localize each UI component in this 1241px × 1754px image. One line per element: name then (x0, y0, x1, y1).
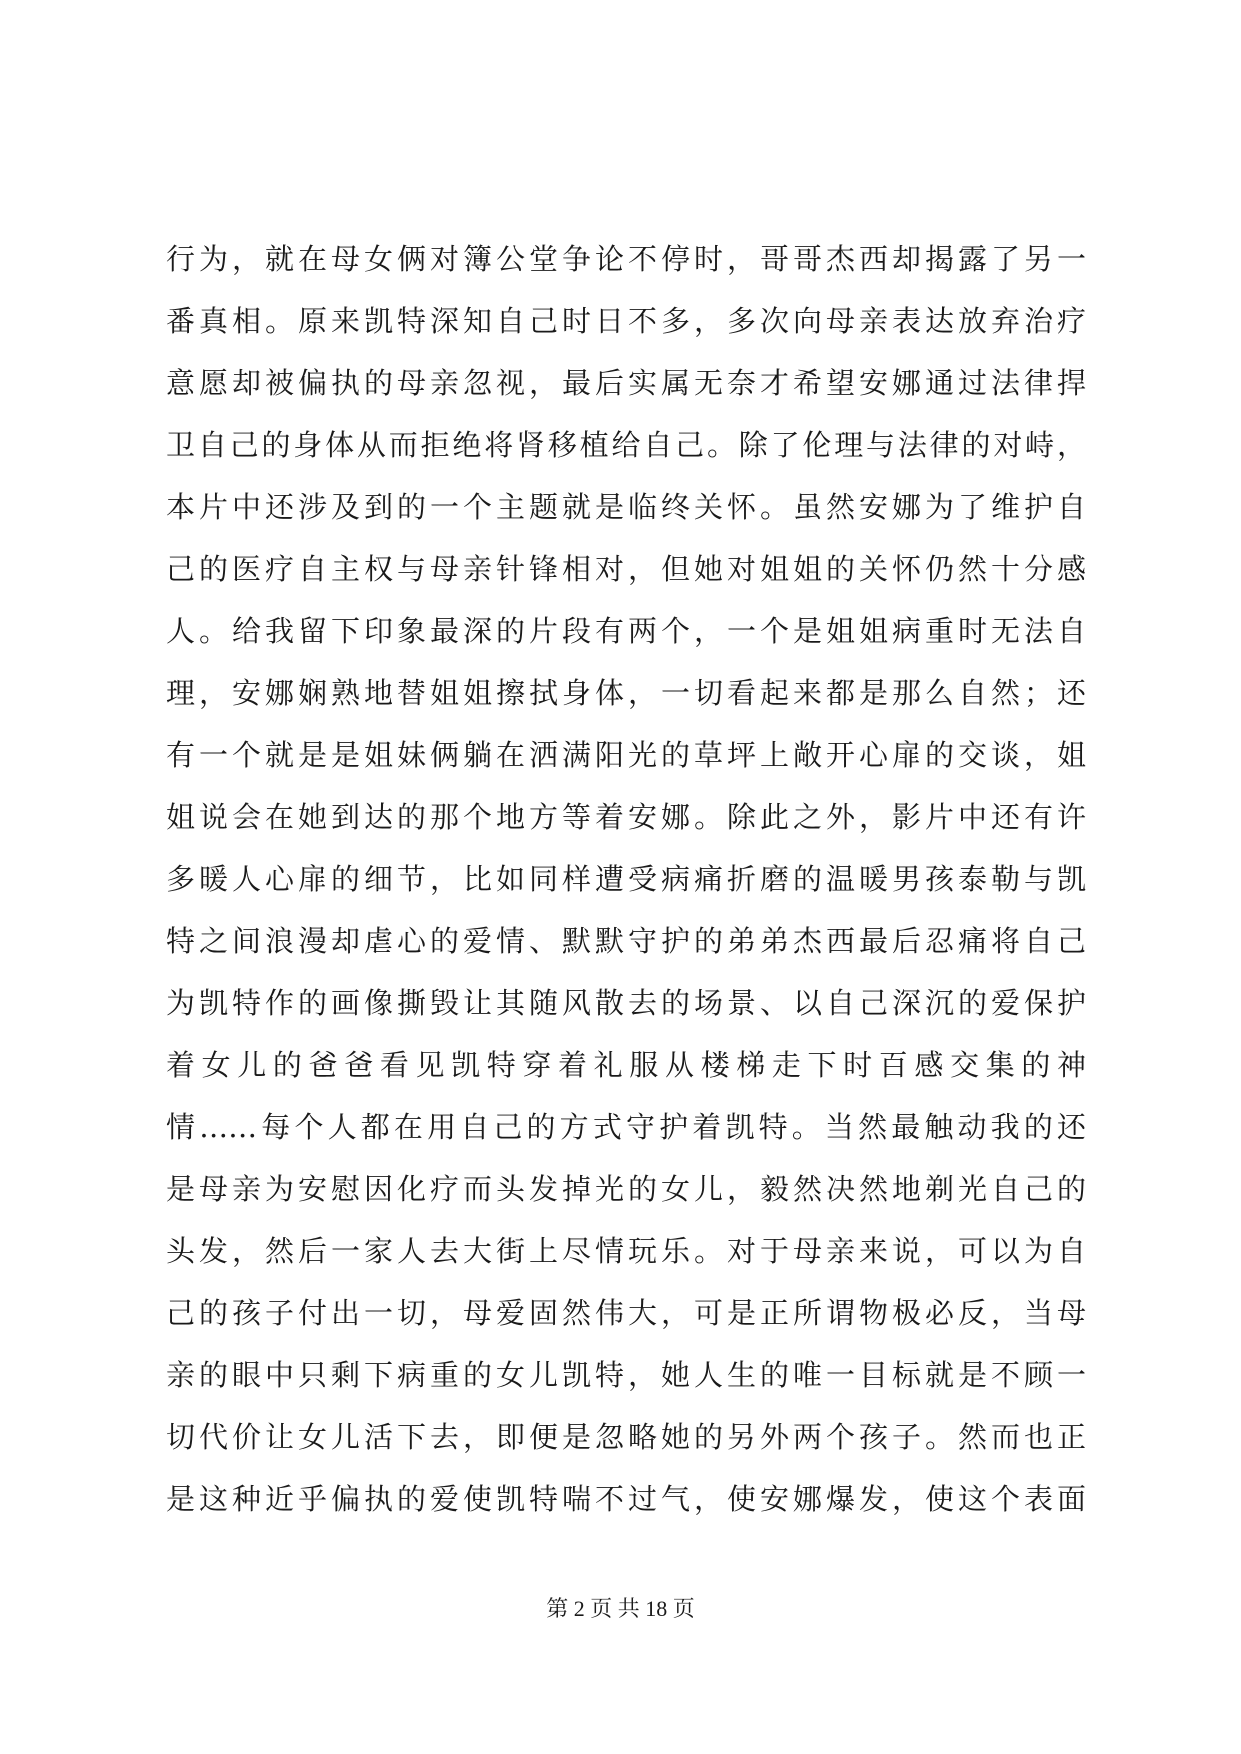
text-line-4: 卫自己的身体从而拒绝将肾移植给自己。除了伦理与法律的对峙， (166, 428, 1086, 462)
text-line-5: 本片中还涉及到的一个主题就是临终关怀。虽然安娜为了维护自 (166, 490, 1086, 524)
text-line-8: 理，安娜娴熟地替姐姐擦拭身体，一切看起来都是那么自然；还 (166, 676, 1086, 710)
text-line-11: 多暖人心扉的细节，比如同样遭受病痛折磨的温暖男孩泰勒与凯 (166, 862, 1086, 896)
text-line-19: 亲的眼中只剩下病重的女儿凯特，她人生的唯一目标就是不顾一 (166, 1358, 1086, 1392)
text-line-15: 情……每个人都在用自己的方式守护着凯特。当然最触动我的还 (166, 1110, 1086, 1144)
text-line-3: 意愿却被偏执的母亲忽视，最后实属无奈才希望安娜通过法律捍 (166, 366, 1086, 400)
text-line-20: 切代价让女儿活下去，即便是忽略她的另外两个孩子。然而也正 (166, 1420, 1086, 1454)
text-line-10: 姐说会在她到达的那个地方等着安娜。除此之外，影片中还有许 (166, 800, 1086, 834)
text-line-16: 是母亲为安慰因化疗而头发掉光的女儿，毅然决然地剃光自己的 (166, 1172, 1086, 1206)
page-footer: 第 2 页 共 18 页 (546, 1596, 695, 1621)
text-line-7: 人。给我留下印象最深的片段有两个，一个是姐姐病重时无法自 (166, 614, 1086, 648)
body-text (166, 228, 1086, 1530)
text-line-18: 己的孩子付出一切，母爱固然伟大，可是正所谓物极必反，当母 (166, 1296, 1086, 1330)
text-line-1: 行为，就在母女俩对簿公堂争论不停时，哥哥杰西却揭露了另一 (166, 242, 1086, 276)
text-line-13: 为凯特作的画像撕毁让其随风散去的场景、以自己深沉的爱保护 (166, 986, 1086, 1020)
text-line-2: 番真相。原来凯特深知自己时日不多，多次向母亲表达放弃治疗 (166, 304, 1086, 338)
text-line-6: 己的医疗自主权与母亲针锋相对，但她对姐姐的关怀仍然十分感 (166, 552, 1086, 586)
text-line-21: 是这种近乎偏执的爱使凯特喘不过气，使安娜爆发，使这个表面 (166, 1482, 1086, 1516)
text-line-9: 有一个就是是姐妹俩躺在洒满阳光的草坪上敞开心扉的交谈，姐 (166, 738, 1086, 772)
text-line-12: 特之间浪漫却虐心的爱情、默默守护的弟弟杰西最后忍痛将自己 (166, 924, 1086, 958)
text-line-17: 头发，然后一家人去大街上尽情玩乐。对于母亲来说，可以为自 (166, 1234, 1086, 1268)
text-line-14: 着女儿的爸爸看见凯特穿着礼服从楼梯走下时百感交集的神 (166, 1048, 1086, 1082)
